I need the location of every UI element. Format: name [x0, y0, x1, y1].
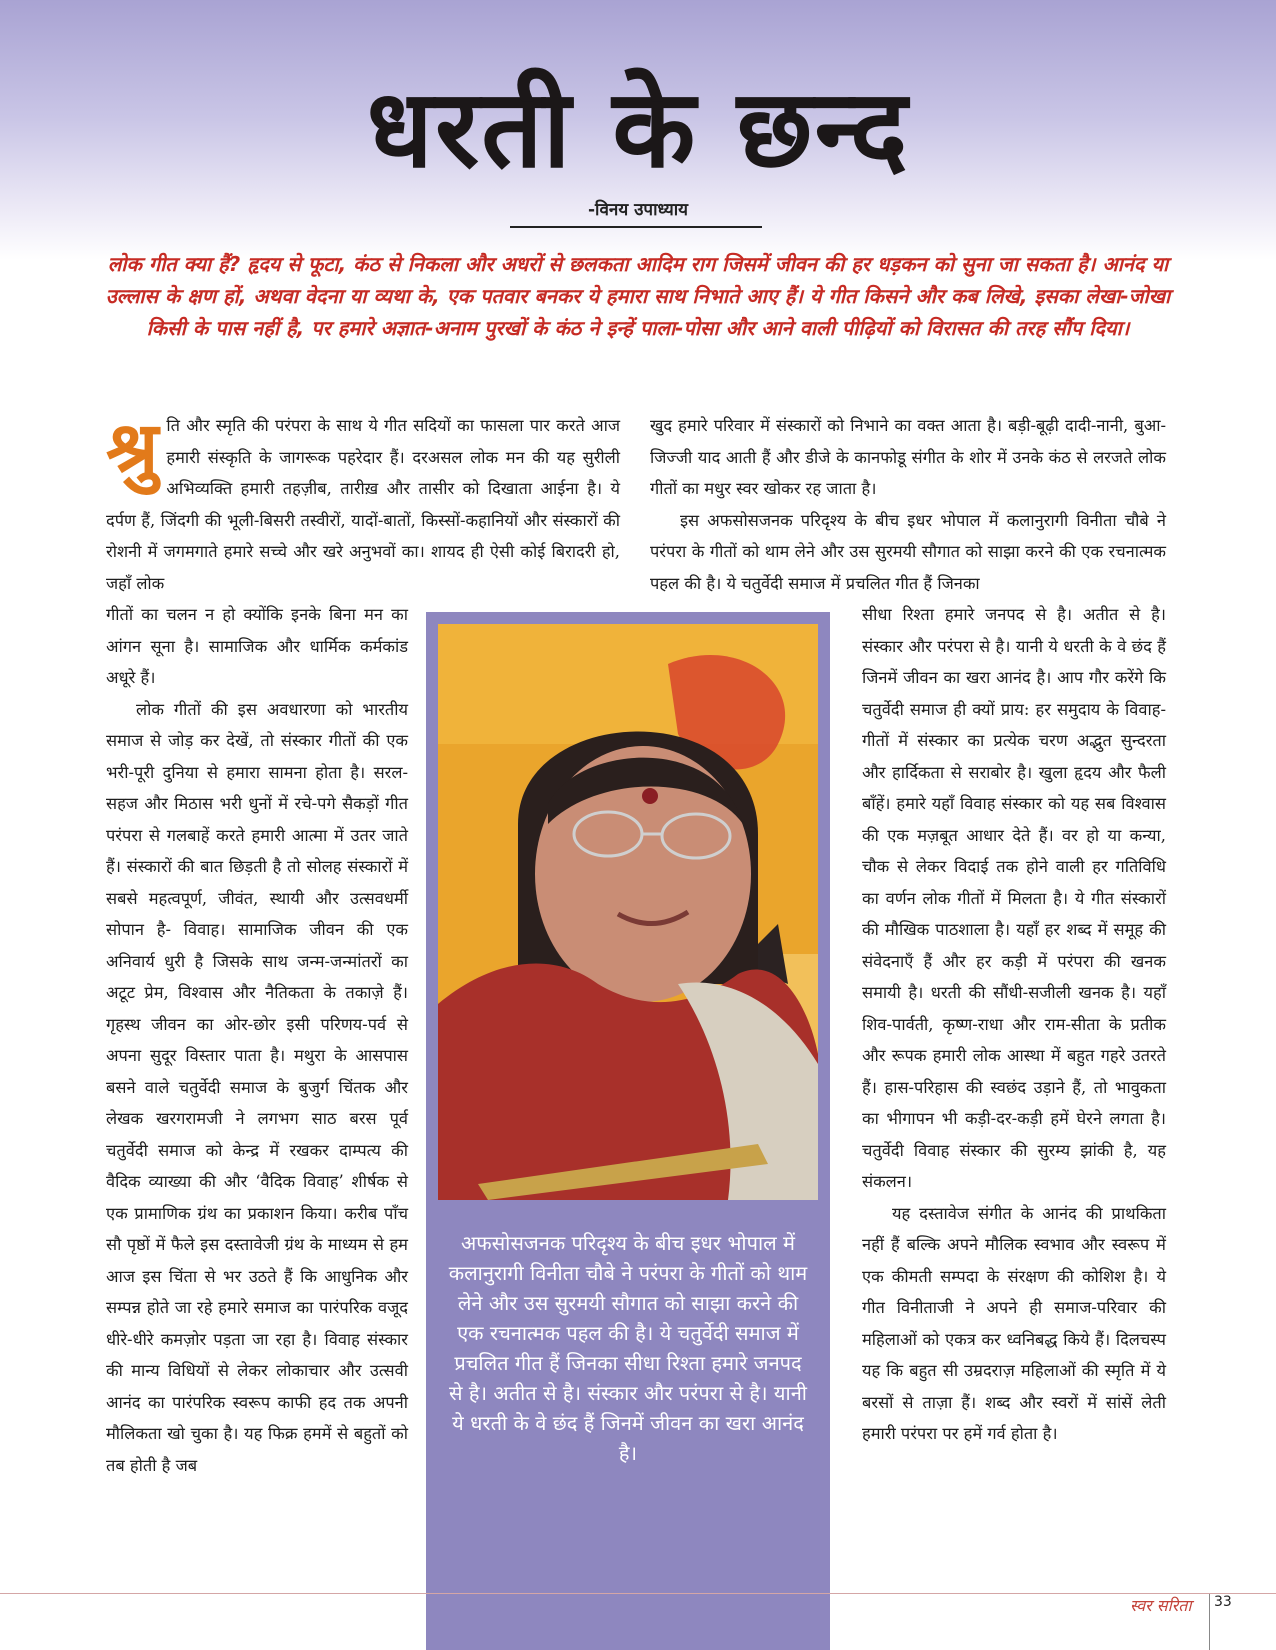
drop-cap: श्रु	[106, 406, 159, 492]
intro-paragraph: लोक गीत क्या हैं? हृदय से फूटा, कंठ से निकला और अधरों से छलकता आदिम राग जिसमें जीवन की हर धड़कन को सुना जा सकता है। आनंद या उल्लास के क्षण हों, अथवा वेदना या व्यथा के, एक पतवार बनकर ये हमारा साथ निभाते आए हैं। ये गीत किसने और कब लिखे, इसका लेखा-जोखा किसी के पास नहीं है, पर हमारे अज्ञात-अनाम पुरखों के कंठ ने इन्हें पाला-पोसा और आने वाली पीढ़ियों को विरासत की तरह सौंप दिया।	[105, 252, 1171, 340]
footer-divider	[1209, 1594, 1210, 1650]
left-paragraph-1-wide-text: ति और स्मृति की परंपरा के साथ ये गीत सदियों का फासला पार करते आज हमारी संस्कृति के जागरूक पहरेदार हैं। दरअसल लोक मन की यह सुरीली अभिव्यक्ति हमारी तहज़ीब, तारीख़ और तासीर को दिखाता आईना है। ये दर्पण हैं, जिंदगी की भूली-बिसरी तस्वीरों, यादों-बातों, किस्सों-कहानियों और संस्कारों की रोशनी में जगमगाते हमारे सच्चे और खरे अनुभवों का। शायद ही ऐसी कोई बिरादरी हो, जहाँ लोक	[106, 416, 620, 593]
article-title: धरती के छन्द	[366, 67, 910, 192]
portrait-illustration	[438, 624, 818, 1200]
author-byline: -विनय उपाध्याय	[587, 200, 688, 220]
right-paragraph-1: खुद हमारे परिवार में संस्कारों को निभाने का वक्त आता है। बड़ी-बूढ़ी दादी-नानी, बुआ-जिज्जी याद आती हैं और डीजे के कानफोडू संगीत के शोर में उनके कंठ से लरजते लोक गीतों का मधुर स्वर खोकर रह जाता है।	[650, 416, 1166, 498]
footer-rule	[0, 1593, 1276, 1594]
right-paragraph-3: यह दस्तावेज संगीत के आनंद की प्राथकिता नहीं हैं बल्कि अपने मौलिक स्वभाव और स्वरूप में एक कीमती सम्पदा के संरक्षण की कोशिश है। ये गीत विनीताजी ने अपने ही समाज-परिवार की महिलाओं को एकत्र कर ध्वनिबद्ध किये हैं। दिलचस्प यह कि बहुत सी उम्रदराज़ महिलाओं की स्मृति में ये बरसों से ताज़ा हैं। शब्द और स्वरों में सांसें लेती हमारी परंपरा पर हमें गर्व होता है।	[862, 1203, 1166, 1443]
right-paragraph-2-narrow: सीधा रिश्ता हमारे जनपद से है। अतीत से है। संस्कार और परंपरा से है। यानी ये धरती के वे छंद हैं जिनमें जीवन का खरा आनंद है। आप गौर करेंगे कि चतुर्वेदी समाज ही क्यों प्राय: हर समुदाय के विवाह-गीतों में संस्कार का प्रत्येक चरण अद्भुत सुन्दरता और हार्दिकता से सराबोर है। खुला हृदय और फैली बाँहें। हमारे यहाँ विवाह संस्कार को यह सब विश्वास की एक मज़बूत आधार देते हैं। वर हो या कन्या, चौक से लेकर विदाई तक होने वाली हर गतिविधि का वर्णन लोक गीतों में मिलता है। ये गीत संस्कारों की मौखिक पाठशाला है। यहाँ हर शब्द में समूह की संवेदनाएँ हैं और हर कड़ी में परंपरा की खनक समायी है। धरती की सौंधी-सजीली खनक है। यहाँ शिव-पार्वती, कृष्ण-राधा और राम-सीता के प्रतीक और रूपक हमारी लोक आस्था में बहुत गहरे उतरते हैं। हास-परिहास की स्वछंद उड़ाने हैं, तो भावुकता का भीगापन भी कड़ी-दर-कड़ी हमें घेरने लगता है। चतुर्वेदी विवाह संस्कार की सुरम्य झांकी है, यह संकलन।	[862, 605, 1166, 1191]
page-number: 33	[1214, 1594, 1232, 1610]
sidebar-caption: अफसोसजनक परिदृश्य के बीच इधर भोपाल में कलानुरागी विनीता चौबे ने परंपरा के गीतों को थाम लेने और उस सुरमयी सौगात को साझा करने की एक रचनात्मक पहल की है। ये चतुर्वेदी समाज में प्रचलित गीत हैं जिनका सीधा रिश्ता हमारे जनपद से है। अतीत से है। संस्कार और परंपरा से है। यानी ये धरती के वे छंद हैं जिनमें जीवन का खरा आनंद है।	[448, 1231, 808, 1465]
right-paragraph-2-wide: इस अफसोसजनक परिदृश्य के बीच इधर भोपाल में कलानुरागी विनीता चौबे ने परंपरा के गीतों को थाम लेने और उस सुरमयी सौगात को साझा करने की एक रचनात्मक पहल की है। ये चतुर्वेदी समाज में प्रचलित गीत हैं जिनका	[650, 510, 1166, 593]
left-paragraph-1-narrow: गीतों का चलन न हो क्योंकि इनके बिना मन का आंगन सूना है। सामाजिक और धार्मिक कर्मकांड अधूरे हैं।	[106, 605, 408, 687]
portrait-photo	[438, 624, 818, 1200]
left-paragraph-1	[106, 406, 620, 599]
left-paragraph-2: लोक गीतों की इस अवधारणा को भारतीय समाज से जोड़ कर देखें, तो संस्कार गीतों की एक भरी-पूरी दुनिया से हमारा सामना होता है। सरल-सहज और मिठास भरी धुनों में रचे-पगे सैकड़ों गीत परंपरा से गलबाहें करते हमारी आत्मा में उतर जाते हैं। संस्कारों की बात छिड़ती है तो सोलह संस्कारों में सबसे महत्वपूर्ण, जीवंत, स्थायी और उत्सवधर्मी सोपान है- विवाह। सामाजिक जीवन की एक अनिवार्य धुरी है जिसके साथ जन्म-जन्मांतरों का अटूट प्रेम, विश्वास और नैतिकता के तकाज़े हैं। गृहस्थ जीवन का ओर-छोर इसी परिणय-पर्व से अपना सुदूर विस्तार पाता है। मथुरा के आसपास बसने वाले चतुर्वेदी समाज के बुजुर्ग चिंतक और लेखक खरगरामजी ने लगभग साठ बरस पूर्व चतुर्वेदी समाज को केन्द्र में रखकर दाम्पत्य की वैदिक व्याख्या की और ‘वैदिक विवाह’ शीर्षक से एक प्रामाणिक ग्रंथ का प्रकाशन किया। करीब पाँच सौ पृष्ठों में फैले इस दस्तावेजी ग्रंथ के माध्यम से हम आज इस चिंता से भर उठते हैं कि आधुनिक और सम्पन्न होते जा रहे हमारे समाज का पारंपरिक वजूद धीरे-धीरे कमज़ोर पड़ता जा रहा है। विवाह संस्कार की मान्य विधियों से लेकर लोकाचार और उत्सवी आनंद का पारंपरिक स्वरूप काफी हद तक अपनी मौलिकता खो चुका है। यह फिक्र हममें से बहुतों को तब होती है जब	[106, 699, 408, 1475]
author-underline	[510, 226, 762, 228]
publication-name: स्वर सरिता	[1130, 1596, 1192, 1615]
